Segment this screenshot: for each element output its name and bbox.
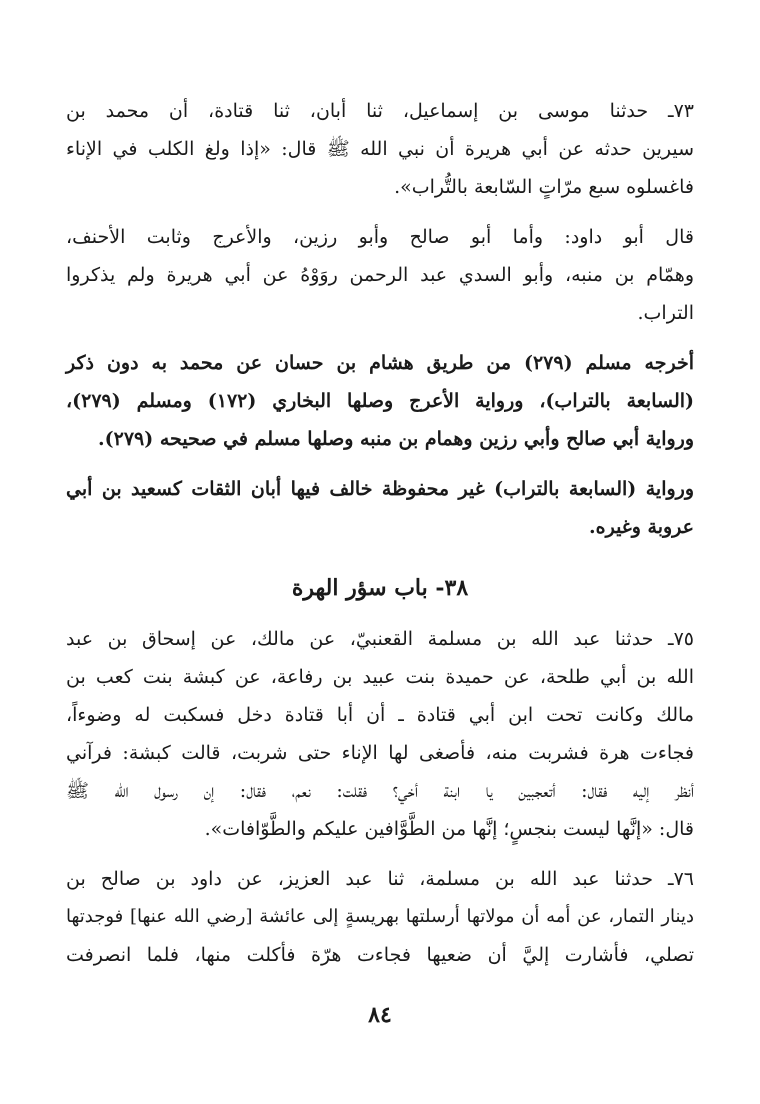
- text-line: ورواية أبي صالح وأبي رزين وهمام بن منبه وصلها مسلم في صحيحه (٢٧٩).: [98, 428, 694, 450]
- hadith-76: [66, 860, 694, 974]
- text-line: التراب.: [637, 302, 694, 324]
- text-line: (السابعة بالتراب)، ورواية الأعرج وصلها البخاري (١٧٢) ومسلم (٢٧٩)،: [66, 390, 695, 412]
- text-line: ٧٥ـ حدثنا عبد الله بن مسلمة القعنبيّ، عن مالك، عن إسحاق بن عبد: [66, 628, 694, 650]
- abu-dawud-note: [66, 218, 694, 332]
- text-line: دينار التمار، عن أمه أن مولاتها أرسلتها بهريسةٍ إلى عائشة [رضي الله عنها] فوجدتها: [66, 906, 694, 927]
- text-line: عروبة وغيره.: [589, 516, 694, 538]
- takhrij-note-1: [66, 344, 694, 458]
- hadith-75: [66, 620, 694, 848]
- text-line: فاغسلوه سبع مرّاتٍ السّابعة بالتُّراب».: [394, 176, 694, 198]
- text-line: سيرين حدثه عن أبي هريرة أن نبي الله ﷺ قال: «إذا ولغ الكلب في الإناء: [66, 138, 694, 160]
- takhrij-note-2: [66, 470, 694, 546]
- text-line: مالك وكانت تحت ابن أبي قتادة ـ أن أبا قتادة دخل فسكبت له وضوءاً،: [66, 704, 694, 726]
- text-line: قال: «إنَّها ليست بنجسٍ؛ إنَّها من الطَّوَّافين عليكم والطَّوّافات».: [204, 818, 694, 840]
- text-line: ٧٦ـ حدثنا عبد الله بن مسلمة، ثنا عبد العزيز، عن داود بن صالح بن: [66, 868, 694, 890]
- text-line: ٧٣ـ حدثنا موسى بن إسماعيل، ثنا أبان، ثنا قتادة، أن محمد بن: [66, 100, 694, 122]
- text-line: قال أبو داود: وأما أبو صالح وأبو رزين، والأعرج وثابت الأحنف،: [66, 226, 694, 248]
- chapter-heading: ٣٨- باب سؤر الهرة: [291, 575, 469, 601]
- text-line: ورواية (السابعة بالتراب) غير محفوظة خالف فيها أبان الثقات كسعيد بن أبي: [66, 478, 694, 500]
- text-line: أخرجه مسلم (٢٧٩) من طريق هشام بن حسان عن محمد به دون ذكر: [66, 352, 694, 374]
- hadith-73: [66, 92, 694, 206]
- text-line: وهمّام بن منبه، وأبو السدي عبد الرحمن روَوْهُ عن أبي هريرة ولم يذكروا: [66, 264, 694, 286]
- text-line: تصلي، فأشارت إليَّ أن ضعيها فجاءت هرّة فأكلت منها، فلما انصرفت: [66, 944, 694, 966]
- text-line: الله بن أبي طلحة، عن حميدة بنت عبيد بن رفاعة، عن كبشة بنت كعب بن: [66, 666, 694, 688]
- page-number: ٨٤: [368, 1002, 392, 1028]
- text-line: فجاءت هرة فشربت منه، فأصغى لها الإناء حتى شربت، قالت كبشة: فرآني: [66, 742, 694, 764]
- text-line: أنظر إليه فقال: أتعجبين يا ابنة أخي؟ فقلت: نعم، فقال: إن رسول الله ﷺ: [66, 780, 694, 802]
